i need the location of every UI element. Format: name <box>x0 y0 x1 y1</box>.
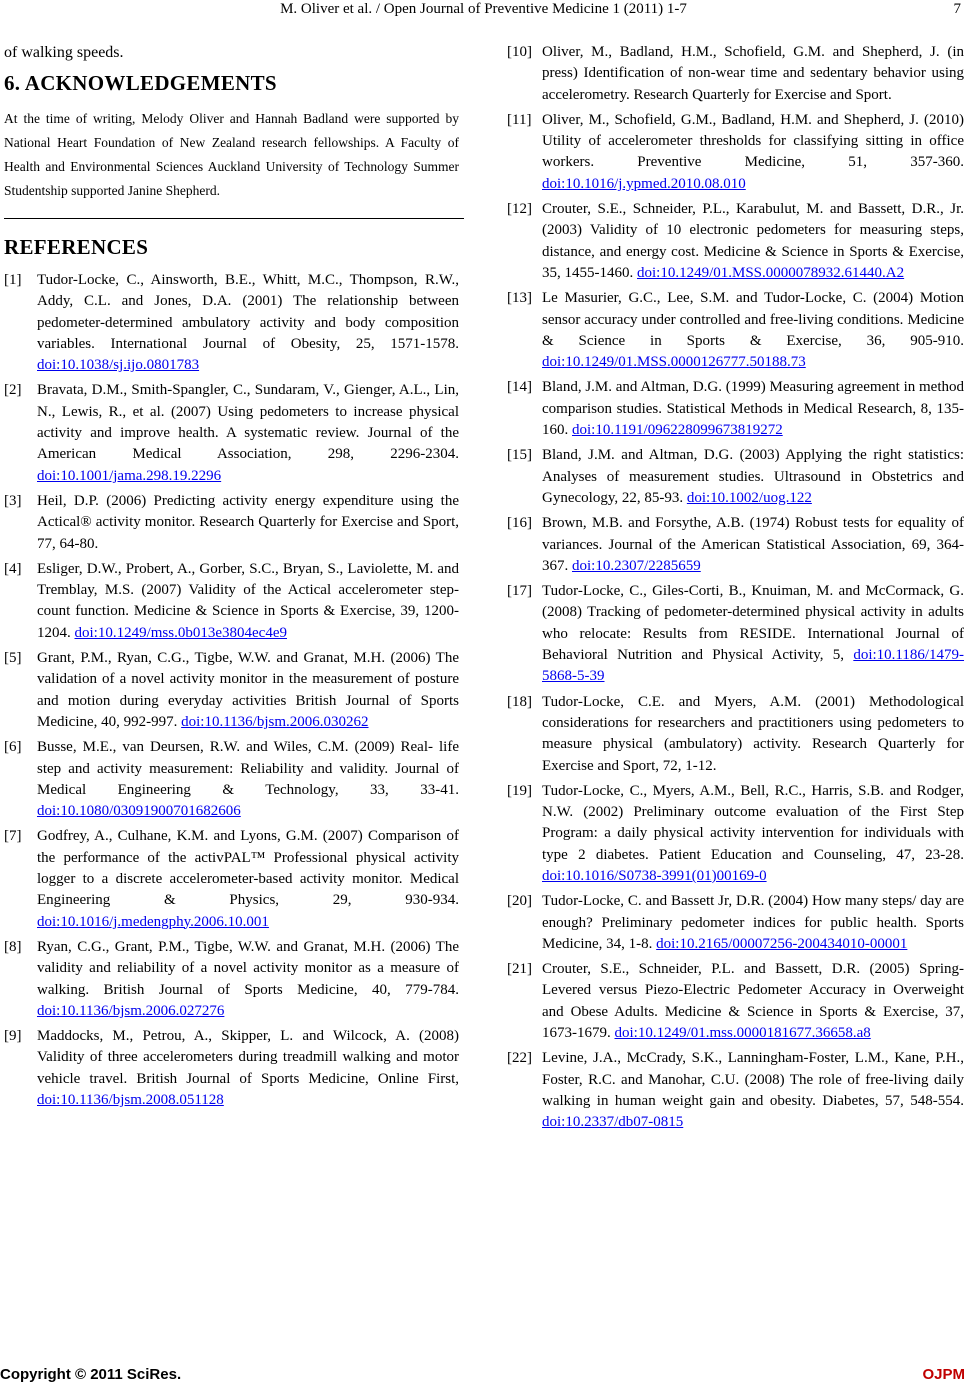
reference-number: [16] <box>507 515 532 532</box>
reference-number: [19] <box>507 782 532 799</box>
reference-text: Oliver, M., Badland, H.M., Schofield, G.M. and Shepherd, J. (in press) Identification of non-wear time and sedentary behavior using accelerometry. Research Quarterly for Exercise and Sport. <box>542 44 964 103</box>
page-number: 7 <box>953 1 961 17</box>
reference-text: Busse, M.E., van Deursen, R.W. and Wiles, C.M. (2009) Real- life step and activity measurement: Reliability and validity. Journal of Medical Engineering & Technology, 33, 33-41. <box>37 739 459 798</box>
reference-number: [2] <box>4 382 22 399</box>
doi-link[interactable]: doi:10.1249/01.MSS.0000126777.50188.73 <box>542 354 806 371</box>
reference-item <box>507 199 964 284</box>
reference-text: Esliger, D.W., Probert, A., Gorber, S.C., Bryan, S., Laviolette, M. and Tremblay, M.S. (2007) Validity of the Actical accelerometer step-count function. Medicine & Science in Sports & Exercise, 39, 1200-1204. <box>37 560 459 641</box>
reference-number: [10] <box>507 44 532 60</box>
reference-item <box>507 959 964 1044</box>
reference-text: Grant, P.M., Ryan, C.G., Tigbe, W.W. and Granat, M.H. (2006) The validation of a novel activity monitor in the measurement of posture and motion during everyday activities British Journal of Sports Medicine, 40, 992-997. <box>37 650 459 730</box>
reference-number: [20] <box>507 893 532 910</box>
reference-item <box>4 270 459 376</box>
doi-link[interactable]: doi:10.1080/03091900701682606 <box>37 803 241 820</box>
acknowledgements-heading: 6. ACKNOWLEDGEMENTS <box>4 71 277 95</box>
doi-link[interactable]: doi:10.1016/S0738-3991(01)00169-0 <box>542 867 767 884</box>
references-heading: REFERENCES <box>4 235 149 259</box>
reference-number: [14] <box>507 379 532 396</box>
doi-link[interactable]: doi:10.1016/j.ypmed.2010.08.010 <box>542 175 746 192</box>
doi-link[interactable]: doi:10.1249/mss.0b013e3804ec4e9 <box>74 624 287 641</box>
reference-number: [6] <box>4 739 22 756</box>
reference-text: Maddocks, M., Petrou, A., Skipper, L. and Wilcock, A. (2008) Validity of three accelerometers during treadmill walking and motor vehicle travel. British Journal of Sports Medicine, Online First, <box>37 1028 459 1087</box>
doi-link[interactable]: doi:10.1249/01.MSS.0000078932.61440.A2 <box>637 264 905 281</box>
left-column <box>4 42 459 1115</box>
doi-link[interactable]: doi:10.1016/j.medengphy.2006.10.001 <box>37 913 269 930</box>
doi-link[interactable]: doi:10.1186/1479-5868-5-39 <box>542 647 965 685</box>
reference-text: Crouter, S.E., Schneider, P.L. and Bassett, D.R. (2005) Spring-Levered versus Piezo-Electric Pedometer Accuracy in Overweight and Obese Adults. Medicine & Science in Sports & Exercise, 37, 1673-1679. <box>542 961 964 1042</box>
reference-number: [1] <box>4 272 22 288</box>
reference-item <box>507 110 964 195</box>
reference-item <box>507 288 964 373</box>
reference-text: Heil, D.P. (2006) Predicting activity energy expenditure using the Actical® activity monitor. Research Quarterly for Exercise and Sport, 77, 64-80. <box>37 492 459 552</box>
reference-item <box>507 891 964 955</box>
reference-number: [15] <box>507 447 532 464</box>
reference-text: Bravata, D.M., Smith-Spangler, C., Sundaram, V., Gienger, A.L., Lin, N., Lewis, R., et al. (2007) Using pedometers to increase physical activity and improve health. A systematic review. Journal of the American Medical Association, 298, 2296-2304. <box>37 382 459 463</box>
reference-text: Bland, J.M. and Altman, D.G. (2003) Applying the right statistics: Analyses of measurement studies. Ultrasound in Obstetrics and Gynecology, 22, 85-93. <box>542 447 964 506</box>
reference-list-right <box>507 42 964 1134</box>
reference-item <box>507 377 964 441</box>
reference-item <box>4 491 459 555</box>
reference-text: Oliver, M., Schofield, G.M., Badland, H.M. and Shepherd, J. (2010) Utility of accelerometer thresholds for classifying sitting in office workers. Preventive Medicine, 51, 357-360. <box>542 111 964 171</box>
reference-item <box>4 1026 459 1111</box>
page-footer <box>0 1366 967 1386</box>
reference-number: [7] <box>4 828 22 845</box>
reference-number: [3] <box>4 492 22 509</box>
reference-item <box>4 826 459 932</box>
reference-number: [8] <box>4 938 22 955</box>
reference-text: Levine, J.A., McCrady, S.K., Lanningham-Foster, L.M., Kane, P.H., Foster, R.C. and Manohar, C.U. (2008) The role of free-living daily walking in human weight gain and obesity. Diabetes, 57, 548-554. <box>542 1050 964 1109</box>
doi-link[interactable]: doi:10.1191/096228099673819272 <box>572 422 783 439</box>
doi-link[interactable]: doi:10.1001/jama.298.19.2296 <box>37 467 222 484</box>
reference-list-left <box>4 270 459 1111</box>
doi-link[interactable]: doi:10.2337/db07-0815 <box>542 1114 684 1131</box>
reference-item <box>507 1048 964 1133</box>
reference-item <box>507 42 964 106</box>
reference-text: Tudor-Locke, C.E. and Myers, A.M. (2001) Methodological considerations for researchers and practitioners using pedometers to measure physical (ambulatory) activity. Research Quarterly for Exercise and Sport, 72, 1-12. <box>542 693 964 774</box>
reference-item <box>4 380 459 486</box>
reference-item <box>507 445 964 509</box>
doi-link[interactable]: doi:10.1136/bjsm.2008.051128 <box>37 1091 224 1108</box>
reference-number: [22] <box>507 1050 532 1067</box>
reference-item <box>507 513 964 577</box>
reference-item <box>507 581 964 687</box>
doi-link[interactable]: doi:10.1038/sj.ijo.0801783 <box>37 357 200 374</box>
reference-number: [11] <box>507 111 532 128</box>
reference-text: Tudor-Locke, C. and Bassett Jr, D.R. (2004) How many steps/ day are enough? Preliminary pedometer indices for public health. Sports Medicine, 34, 1-8. <box>542 893 964 952</box>
running-title: M. Oliver et al. / Open Journal of Preventive Medicine 1 (2011) 1-7 <box>280 1 687 17</box>
doi-link[interactable]: doi:10.1136/bjsm.2006.030262 <box>181 713 369 730</box>
journal-abbreviation: OJPM <box>922 1366 965 1383</box>
reference-item <box>4 737 459 822</box>
doi-link[interactable]: doi:10.1249/01.mss.0000181677.36658.a8 <box>614 1025 871 1042</box>
reference-text: Ryan, C.G., Grant, P.M., Tigbe, W.W. and Granat, M.H. (2006) The validity and reliability of a novel activity monitor as a measure of walking. British Journal of Sports Medicine, 40, 779-784. <box>37 938 459 998</box>
reference-text: Tudor-Locke, C., Myers, A.M., Bell, R.C., Harris, S.B. and Rodger, N.W. (2002) Preliminary outcome evaluation of the First Step Program: a daily physical activity intervention for individuals with type 2 diabetes. Patient Education and Counseling, 47, 23-28. <box>542 782 964 863</box>
reference-text: Tudor-Locke, C., Ainsworth, B.E., Whitt, M.C., Thompson, R.W., Addy, C.L. and Jones, D.A. (2001) The relationship between pedometer-determined ambulatory activity and body composition variables. International Journal of Obesity, 25, 1571-1578. <box>37 272 459 352</box>
reference-item <box>507 692 964 777</box>
reference-number: [12] <box>507 201 532 218</box>
doi-link[interactable]: doi:10.1136/bjsm.2006.027276 <box>37 1002 225 1019</box>
reference-text: Brown, M.B. and Forsythe, A.B. (1974) Robust tests for equality of variances. Journal of the American Statistical Association, 69, 364-367. <box>542 515 964 574</box>
reference-text: Le Masurier, G.C., Lee, S.M. and Tudor-Locke, C. (2004) Motion sensor accuracy under controlled and free-living conditions. Medicine & Science in Sports & Exercise, 36, 905-910. <box>542 290 964 349</box>
doi-link[interactable]: doi:10.1002/uog.122 <box>686 489 812 506</box>
page-header <box>0 0 967 22</box>
reference-number: [5] <box>4 650 22 667</box>
reference-number: [21] <box>507 961 532 978</box>
reference-number: [9] <box>4 1028 22 1045</box>
continuation-text: of walking speeds. <box>4 44 124 61</box>
reference-number: [13] <box>507 290 532 307</box>
section-divider <box>4 218 464 219</box>
reference-item <box>4 648 459 733</box>
reference-text: Godfrey, A., Culhane, K.M. and Lyons, G.M. (2007) Comparison of the performance of the activPAL™ Professional physical activity logger to a discrete accelerometer-based activity monitor. Medical Engineering & Physics, 29, 930-934. <box>37 828 459 909</box>
reference-item <box>4 937 459 1022</box>
reference-item <box>507 781 964 887</box>
reference-number: [17] <box>507 583 532 600</box>
reference-number: [4] <box>4 560 22 577</box>
acknowledgements-text: At the time of writing, Melody Oliver and Hannah Badland were supported by National Heart Foundation of New Zealand research fellowships. A Faculty of Health and Environmental Sciences Auckland University of Technology Summer Studentship supported Janine Shepherd. <box>4 111 459 198</box>
copyright-notice: Copyright © 2011 SciRes. <box>0 1366 182 1383</box>
reference-text: Crouter, S.E., Schneider, P.L., Karabulut, M. and Bassett, D.R., Jr. (2003) Validity of 10 electronic pedometers for measuring steps, distance, and energy cost. Medicine & Science in Sports & Exercise, 35, 1455-1460. <box>542 201 964 281</box>
right-column <box>507 42 964 1138</box>
reference-number: [18] <box>507 693 532 710</box>
reference-text: Tudor-Locke, C., Giles-Corti, B., Knuiman, M. and McCormack, G. (2008) Tracking of pedometer-determined physical activity in adults who relocate: Results from RESIDE. International Journal of Behavioral Nutrition and Physical Activity, 5, <box>542 583 964 664</box>
reference-text: Bland, J.M. and Altman, D.G. (1999) Measuring agreement in method comparison studies. Statistical Methods in Medical Research, 8, 135-160. <box>542 379 965 439</box>
doi-link[interactable]: doi:10.2307/2285659 <box>572 557 701 574</box>
doi-link[interactable]: doi:10.2165/00007256-200434010-00001 <box>656 935 908 952</box>
reference-item <box>4 559 459 644</box>
